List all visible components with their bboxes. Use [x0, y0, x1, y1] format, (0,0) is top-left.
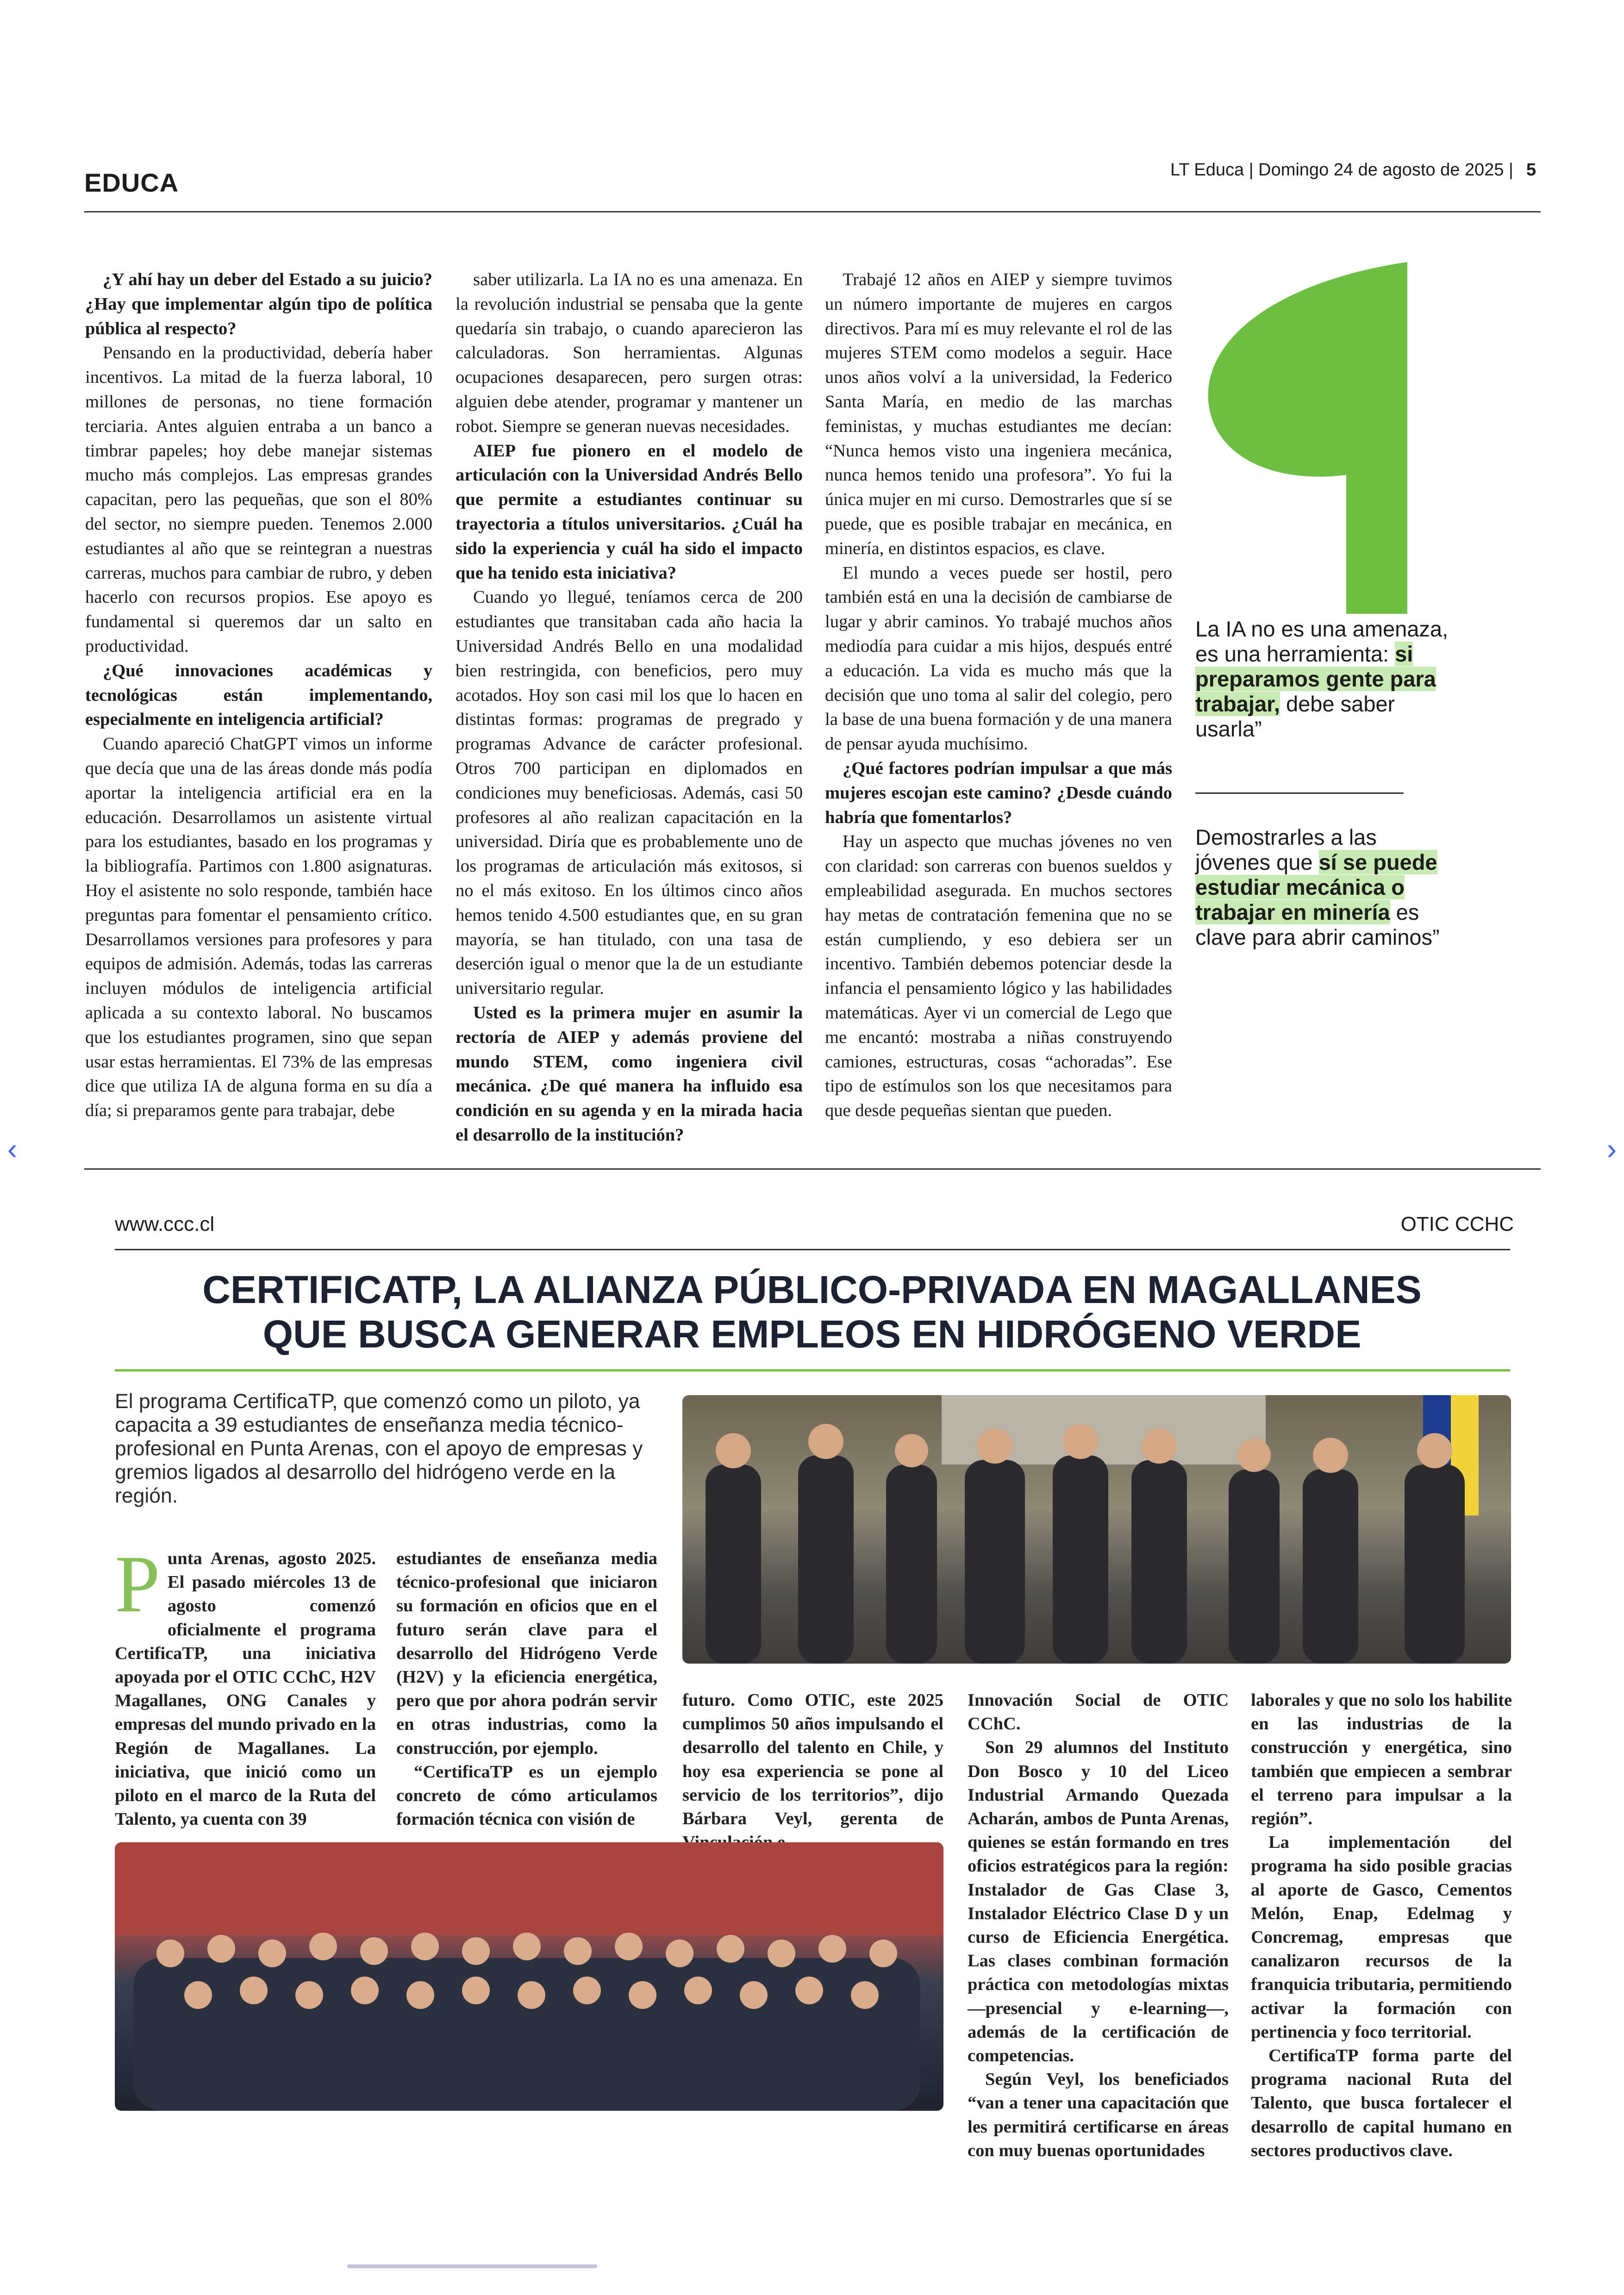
quote-mark-icon — [1190, 262, 1407, 614]
next-page-icon[interactable]: › — [1606, 1132, 1617, 1166]
ad-body-paragraph: Innovación Social de OTIC CChC. — [968, 1690, 1229, 1734]
interview-question: AIEP fue pionero en el modelo de articulación con la Universidad Andrés Bello que permite a estudiantes continuar su trayectoria a títulos universitarios. ¿Cuál ha sido la experiencia y cuál ha sido el impacto que ha tenido esta iniciativa? — [456, 441, 803, 583]
interview-column-3 — [825, 268, 1172, 1123]
pull-quote-text: debe saber usarla” — [1195, 692, 1395, 741]
pull-quote-mujeres — [1195, 825, 1455, 950]
pull-quote-highlight: si preparamos gente para trabajar, — [1195, 642, 1436, 716]
ad-body-paragraph: futuro. Como OTIC, este 2025 cumplimos 50 años impulsando el desarrollo del talento en Chile, y hoy esa experiencia se pone al servicio de los territorios”, dijo Bárbara Veyl, gerenta de — [682, 1690, 943, 1829]
ad-body-column-2 — [396, 1547, 657, 1831]
ad-body-paragraph: “CertificaTP es un ejemplo concreto de cómo articulamos formación técnica con visión de — [396, 1762, 657, 1829]
ad-lead-paragraph: El programa CertificaTP, que comenzó como un piloto, ya capacita a 39 estudiantes de enseñanza media técnico-profesional en Punta Arenas, con el apoyo de empresas y gremios ligados al desarrollo del hidrógeno verde en la región. — [115, 1390, 643, 1507]
pull-quote-text: Demostrarles a las jóvenes que — [1195, 825, 1377, 874]
pull-quote-ia — [1195, 617, 1455, 742]
ad-headline-line-2: QUE BUSCA GENERAR EMPLEOS EN HIDRÓGENO VERDE — [262, 1312, 1362, 1356]
quote-divider — [1195, 792, 1404, 794]
drop-cap: P — [115, 1539, 160, 1629]
page-number: 5 — [1526, 160, 1536, 180]
section-divider — [84, 1168, 1541, 1170]
interview-answer: Cuando yo llegué, teníamos cerca de 200 estudiantes que transitaban cada año hacia la Universidad Andrés Bello en una modalidad bien restringida, con beneficios, pero muy acotados. Hoy son casi mil los que lo hacen en distintas formas: programas de pregrado y programas Advance de carácter profesional. Otros 700 participan en diplomados en condiciones muy beneficiosas. Además, casi 50 profesores al año realizan capacitación en la universidad. Diría que es probablemente uno de los programas de articulación más exitosos, si no el más exitoso. En los últimos cinco años hemos tenido 4.500 estudiantes que, en su gran mayoría, se han titulado, con una tasa de deserción igual o menor que la de un estudiante universitario regular. — [456, 587, 803, 998]
previous-page-icon[interactable]: ‹ — [7, 1132, 18, 1166]
issue-date: LT Educa | Domingo 24 de agosto de 2025 | — [1170, 160, 1513, 180]
ad-body-column-5 — [1251, 1689, 1512, 2163]
photo-officials-group — [682, 1395, 1511, 1664]
interview-answer: El mundo a veces puede ser hostil, pero también está en una la decisión de cambiarse de lugar y abrir caminos. Yo trabajé muchos años mediodía para cuidar a mis hijos, después entré a educación. La vida es mucho más que la decisión que uno toma al salir del colegio, pero la base de una buena formación y de una manera de pensar ayuda muchísimo. — [825, 563, 1172, 754]
ad-body-paragraph: Según Veyl, los beneficiados “van a tener una capacitación que les permitirá certificarse en áreas con muy buenas oportunidades — [968, 2070, 1229, 2160]
interview-question: Usted es la primera mujer en asumir la rectoría de AIEP y además proviene del mundo STEM, como ingeniera civil mecánica. ¿De qué manera ha influido esa condición en su agenda y en la mirada hacia el desarrollo de la institución? — [456, 1003, 803, 1145]
interview-column-1 — [85, 268, 432, 1123]
pull-quote-text: La IA no es una amenaza, es una herramienta: — [1195, 617, 1449, 666]
interview-answer: saber utilizarla. La IA no es una amenaza. En la revolución industrial se pensaba que la gente quedaría sin trabajo, o cuando aparecieron las calculadoras. Son herramientas. Algunas ocupaciones desaparecen, pero surgen otras: alguien debe atender, programar y mantener un robot. Siempre se generan nuevas necesidades. — [456, 270, 803, 436]
interview-answer: Hay un aspecto que muchas jóvenes no ven con claridad: son carreras con buenos sueldos y empleabilidad asegurada. En muchos sectores hay metas de contratación femenina que no se están cumpliendo, y eso debiera ser un incentivo. También debemos potenciar desde la infancia el pensamiento lógico y las habilidades matemáticas. Ayer vi un comercial de Lego que me encantó: mostraba a niñas construyendo camiones, estructuras, cosas “achoradas”. Ese tipo de estímulos son los que necesitamos para que desde pequeñas sientan que pueden. — [825, 832, 1172, 1121]
interview-answer: Pensando en la productividad, debería haber incentivos. La mitad de la fuerza laboral, 10 millones de personas, no tiene formación terciaria. Antes alguien entraba a un banco a timbrar papeles; hoy debe manejar sistemas mucho más complejos. Las empresas grandes capacitan, pero las pequeñas, que son el 80% del sector, no siempre pueden. Tenemos 2.000 estudiantes al año que se reintegran a nuestras carreras, muchos para cambiar de rubro, y deben hacerlo con recursos propios. Ese apoyo es fundamental si queremos dar un salto en productividad. — [85, 343, 432, 656]
ad-body-column-3 — [682, 1689, 943, 1854]
ad-headline — [102, 1267, 1522, 1356]
header-rule — [84, 211, 1541, 212]
pull-quote-highlight: sí se puede estudiar mecánica o trabajar en minería — [1195, 850, 1437, 924]
interview-answer: Trabajé 12 años en AIEP y siempre tuvimos un número importante de mujeres en cargos directivos. Para mí es muy relevante el rol de las mujeres STEM como modelos a seguir. Hace unos años volví a la universidad, la Federico Santa María, en medio de las marchas feministas, y muchas estudiantes me decían: “Nunca hemos visto una ingeniera mecánica, nunca hemos tenido una profesora”. Yo fui la única mujer en mi curso. Demostrarles que sí se puede, que es posible trabajar en mecánica, en minería, en distintos espacios, es clave. — [825, 270, 1172, 558]
header-meta — [1170, 160, 1536, 180]
interview-question: ¿Qué innovaciones académicas y tecnológicas están implementando, especialmente en inteligencia artificial? — [85, 661, 432, 730]
interview-question: ¿Y ahí hay un deber del Estado a su juicio? ¿Hay que implementar algún tipo de política pública al respecto? — [85, 270, 432, 338]
ad-body-column-1 — [115, 1539, 376, 1831]
interview-answer: Cuando apareció ChatGPT vimos un informe que decía que una de las áreas donde más podía aportar la inteligencia artificial era en la educación. Desarrollamos un asistente virtual para los estudiantes, basado en los programas y la bibliografía. Partimos con 1.800 asignaturas. Hoy el asistente no solo responde, también hace preguntas para fomentar el pensamiento crítico. Desarrollamos versiones para profesores y para equipos de admisión. Además, todas las carreras incluyen módulos de inteligencia artificial aplicada a su contexto laboral. No buscamos que los estudiantes programen, sino que sepan usar estas herramientas. El 73% de las empresas dice que utiliza IA de alguna forma en su día a día; si preparamos gente para trabajar, debe — [85, 734, 432, 1121]
ad-green-rule — [115, 1369, 1510, 1372]
ad-brand: OTIC CCHC — [1400, 1213, 1514, 1235]
interview-question: ¿Qué factores podrían impulsar a que más mujeres escojan este camino? ¿Desde cuándo habría que fomentarlos? — [825, 758, 1172, 827]
interview-column-2 — [456, 268, 803, 1148]
ad-headline-line-1: CERTIFICATP, LA ALIANZA PÚBLICO-PRIVADA EN MAGALLANES — [202, 1268, 1422, 1311]
section-label: EDUCA — [84, 168, 179, 197]
ad-body-paragraph: laborales y que no solo los habilite en las industrias de la construcción y energética, sino también que empiecen a sembrar el terreno para impulsar a la región”. — [1251, 1690, 1512, 1829]
ad-body-text: unta Arenas, agosto 2025. El pasado miércoles 13 de agosto comenzó oficialmente el programa CertificaTP, una iniciativa apoyada por el OTIC CChC, H2V Magallanes, ONG Canales y empresas del mundo privado en la Región de Magallanes. La iniciativa, que inició como un piloto en el marco de la Ruta del Talento, ya cuenta con 39 — [115, 1549, 376, 1829]
ad-body-paragraph: estudiantes de enseñanza media técnico-profesional que iniciaron su formación en oficios que en el futuro serán clave para el desarrollo del Hidrógeno Verde (H2V) y la eficiencia energética, pero que por ahora podrán servir en otras industrias, como la construcción, por ejemplo. — [396, 1549, 657, 1758]
horizontal-scrollbar[interactable] — [347, 2264, 597, 2268]
photo-students-group — [115, 1842, 943, 2111]
ad-body-paragraph: CertificaTP forma parte del programa nacional Ruta del Talento, que busca fortalecer el desarrollo de capital humano en sectores productivos clave. — [1251, 2046, 1512, 2160]
ad-body-column-4 — [968, 1689, 1229, 2163]
ad-website: www.ccc.cl — [115, 1213, 215, 1235]
ad-top-rule — [115, 1249, 1510, 1250]
pull-quote-text: es clave para abrir caminos” — [1195, 900, 1440, 949]
ad-body-paragraph: Son 29 alumnos del Instituto Don Bosco y 10 del Liceo Industrial Armando Quezada Acharán, ambos de Punta Arenas, quienes se están formando en tres oficios estratégicos para la región: Instalador de Gas Clase 3, Instalador Eléctrico Clase D y un curso de Eficiencia Energética. Las clases combinan formación práctica con metodologías mixtas —presencial y e-learning—, además de la certificación de competencias. — [968, 1738, 1229, 2066]
ad-body-paragraph: La implementación del programa ha sido posible gracias al aporte de Gasco, Cementos Melón, Enap, Edelmag y Concremag, empresas que canalizaron recursos de la franquicia tributaria, permitiendo activar la formación con pertinencia y foco territorial. — [1251, 1833, 1512, 2042]
